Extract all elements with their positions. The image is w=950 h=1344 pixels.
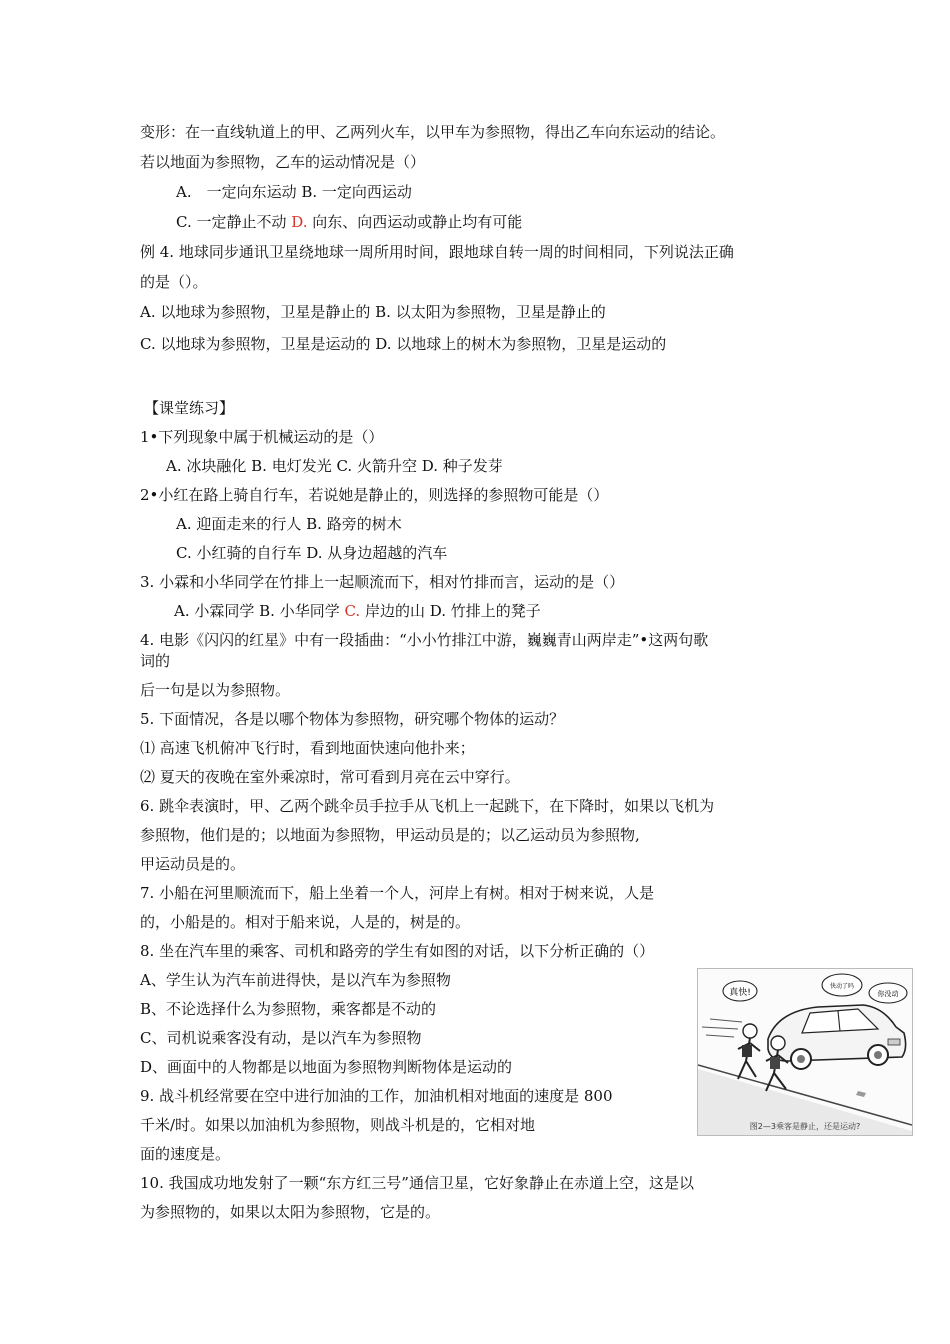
q3-stem: 3. 小霖和小华同学在竹排上一起顺流而下，相对竹排而言，运动的是（） xyxy=(140,573,625,591)
q7-line2: 的，小船是的。相对于船来说，人是的，树是的。 xyxy=(140,913,471,931)
q10-line1: 10. 我国成功地发射了一颗“东方红三号”通信卫星，它好象静止在赤道上空，这是以 xyxy=(140,1174,694,1192)
example4-line1: 例 4. 地球同步通讯卫星绕地球一周所用时间，跟地球自转一周的时间相同，下列说法正确 xyxy=(140,243,734,261)
q8-option-d: D、画面中的人物都是以地面为参照物判断物体是运动的 xyxy=(140,1058,513,1076)
car-dialogue-figure xyxy=(697,968,913,1136)
variant-option-d-letter: D. xyxy=(291,213,308,231)
q4-line1: 4. 电影《闪闪的红星》中有一段插曲：“小小竹排江中游，巍巍青山两岸走”•这两句歌 xyxy=(140,631,709,649)
q4-line3: 后一句是以为参照物。 xyxy=(140,681,291,699)
example4-options-cd: C. 以地球为参照物，卫星是运动的 D. 以地球上的树木为参照物，卫星是运动的 xyxy=(140,335,667,353)
example4-options-ab: A. 以地球为参照物，卫星是静止的 B. 以太阳为参照物，卫星是静止的 xyxy=(140,303,606,321)
q6-line2: 参照物，他们是的；以地面为参照物，甲运动员是的；以乙运动员为参照物, xyxy=(140,826,640,844)
q3-options-ab: A. 小霖同学 B. 小华同学 xyxy=(174,602,345,620)
q1-options: A. 冰块融化 B. 电灯发光 C. 火箭升空 D. 种子发芽 xyxy=(166,457,503,475)
q5-part2: ⑵ 夏天的夜晚在室外乘凉时，常可看到月亮在云中穿行。 xyxy=(140,768,520,786)
q1-stem: 1•下列现象中属于机械运动的是（） xyxy=(140,428,384,446)
variant-options-cd xyxy=(176,212,522,232)
q4-line2: 词的 xyxy=(140,652,171,670)
q8-option-a: A、学生认为汽车前进得快，是以汽车为参照物 xyxy=(140,971,451,989)
q2-options-ab: A. 迎面走来的行人 B. 路旁的树木 xyxy=(176,515,402,533)
q8-option-c: C、司机说乘客没有动，是以汽车为参照物 xyxy=(140,1029,422,1047)
q5-stem: 5. 下面情况，各是以哪个物体为参照物，研究哪个物体的运动？ xyxy=(140,710,565,728)
q2-stem: 2•小红在路上骑自行车，若说她是静止的，则选择的参照物可能是（） xyxy=(140,486,609,504)
q9-line3: 面的速度是。 xyxy=(140,1145,231,1163)
variant-question-line1: 变形：在一直线轨道上的甲、乙两列火车，以甲车为参照物，得出乙车向东运动的结论。 xyxy=(140,123,726,141)
car-dialogue-illustration xyxy=(698,969,912,1135)
example4-line2: 的是（）。 xyxy=(140,273,208,291)
q7-line1: 7. 小船在河里顺流而下，船上坐着一个人，河岸上有树。相对于树来说，人是 xyxy=(140,884,655,902)
q9-line2: 千米/时。如果以加油机为参照物，则战斗机是的，它相对地 xyxy=(140,1116,536,1134)
variant-option-c: C. 一定静止不动 xyxy=(176,213,292,231)
variant-question-line2: 若以地面为参照物，乙车的运动情况是（） xyxy=(140,153,426,171)
figure-caption: 图2—3乘客是静止，还是运动? xyxy=(749,1122,861,1131)
q6-line3: 甲运动员是的。 xyxy=(140,855,246,873)
variant-option-d-text: 向东、向西运动或静止均有可能 xyxy=(307,213,523,231)
bubble-right-text: 你没动 xyxy=(877,990,899,998)
bubble-left-text: 真快! xyxy=(729,988,751,998)
q2-options-cd: C. 小红骑的自行车 D. 从身边超越的汽车 xyxy=(176,544,448,562)
q6-line1: 6. 跳伞表演时，甲、乙两个跳伞员手拉手从飞机上一起跳下，在下降时，如果以飞机为 xyxy=(140,797,715,815)
bubble-middle-text: 快动了吗 xyxy=(829,983,855,990)
q5-part1: ⑴ 高速飞机俯冲飞行时，看到地面快速向他扑来； xyxy=(140,739,475,757)
q3-option-c-letter: C. xyxy=(344,602,361,620)
q3-options xyxy=(174,601,541,621)
q9-line1: 9. 战斗机经常要在空中进行加油的工作，加油机相对地面的速度是 800 xyxy=(140,1087,613,1105)
q10-line2: 为参照物的，如果以太阳为参照物，它是的。 xyxy=(140,1203,441,1221)
variant-options-ab: A. 一定向东运动 B. 一定向西运动 xyxy=(176,183,412,201)
q8-stem: 8. 坐在汽车里的乘客、司机和路旁的学生有如图的对话，以下分析正确的（） xyxy=(140,942,655,960)
q3-options-cd-text: 岸边的山 D. 竹排上的凳子 xyxy=(360,602,541,620)
practice-heading: 【课堂练习】 xyxy=(144,399,235,417)
q8-option-b: B、不论选择什么为参照物，乘客都是不动的 xyxy=(140,1000,437,1018)
